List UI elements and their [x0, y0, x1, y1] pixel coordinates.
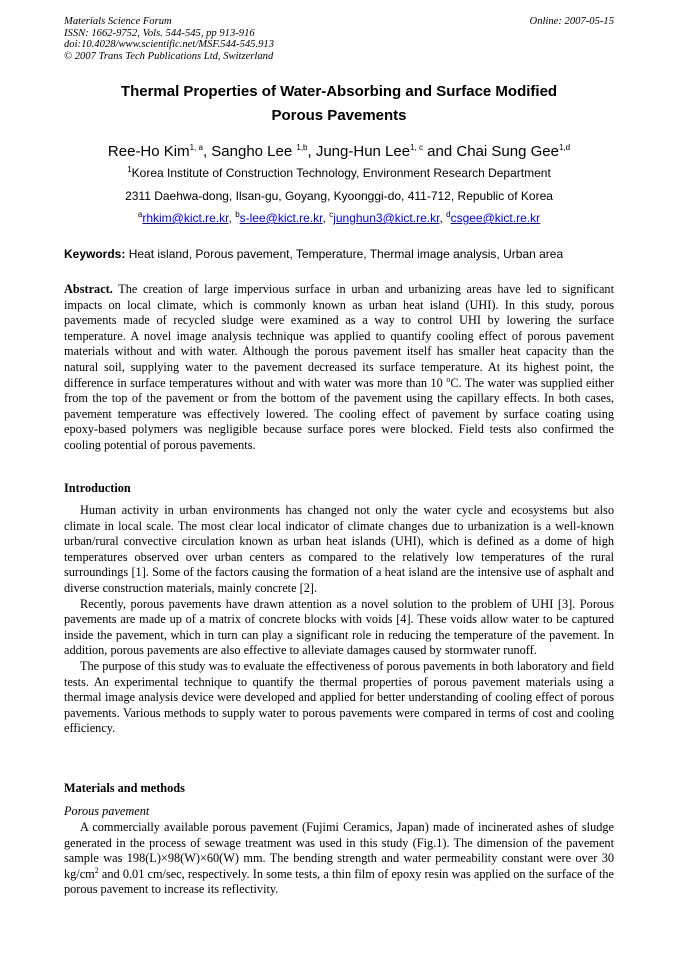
email-link[interactable]: csgee@kict.re.kr	[450, 211, 541, 225]
email-separator: ,	[322, 211, 330, 225]
doi-line: doi:10.4028/www.scientific.net/MSF.544-545.913	[64, 39, 274, 50]
author-separator: ,	[307, 143, 316, 160]
online-date: Online: 2007-05-15	[529, 16, 614, 27]
author-list	[40, 142, 638, 162]
author-name: Sangho Lee	[211, 143, 297, 160]
title-line-1: Thermal Properties of Water-Absorbing and Surface Modified	[120, 83, 558, 100]
email-link[interactable]: rhkim@kict.re.kr	[142, 211, 229, 225]
institute-name: Korea Institute of Construction Technology, Environment Research Department	[131, 166, 551, 180]
email-link[interactable]: junghun3@kict.re.kr	[333, 211, 440, 225]
author-affil-sup: 1, c	[410, 143, 423, 152]
author-name: Jung-Hun Lee	[315, 143, 411, 160]
copyright-line: © 2007 Trans Tech Publications Ltd, Switzerland	[64, 50, 274, 62]
journal-header	[64, 16, 274, 62]
email-sup: a	[137, 210, 143, 219]
affiliation-address: 2311 Daehwa-dong, Ilsan-gu, Goyang, Kyoonggi-do, 411-712, Republic of Korea	[125, 189, 553, 203]
abstract-paragraph	[64, 282, 614, 454]
email-sup: b	[235, 210, 240, 219]
issn-line: ISSN: 1662-9752, Vols. 544-545, pp 913-916	[64, 27, 255, 39]
section-heading-methods: Materials and methods	[64, 781, 185, 795]
abstract-label: Abstract.	[64, 282, 113, 296]
affiliation-institute	[40, 165, 638, 181]
email-list	[40, 210, 638, 226]
intro-paragraph-1: Human activity in urban environments has changed not only the water cycle and ecosystems but also climate in local scale. The most clear local indicator of climate changes due to urbanization is a well-known urban/rural convective circulation known as urban heat islands (UHI), which is defined as a dome of high temperatures observed over urban centers as compared to the relatively low temperatures of the rural surroundings [1]. Some of the factors causing the formation of a heat island are the intensive use of asphalt and diverse construction materials, mainly concrete [2].	[64, 503, 614, 595]
abstract-text: C. The water was supplied either from the top of the pavement or from the bottom of the pavement using the capillary effects. In both cases, pavement temperature was effectively lowered. The cooling effect of pavement by surface coating using epoxy-based polymers was negligible because surface pores were blocked. Field tests also confirmed the cooling potential of porous pavements.	[64, 375, 615, 452]
email-sup: d	[446, 210, 451, 219]
keywords	[64, 246, 624, 262]
author-affil-sup: 1,b	[296, 143, 308, 152]
author-name: Ree-Ho Kim	[107, 143, 190, 160]
email-link[interactable]: s-lee@kict.re.kr	[239, 211, 323, 225]
keywords-label: Keywords:	[64, 247, 126, 261]
intro-paragraph-3: The purpose of this study was to evaluate the effectiveness of porous pavements in both laboratory and field tests. An experimental technique to quantify the thermal properties of porous pavement materials using a thermal image analysis device were developed and applied for better understanding of cooling effect of porous pavements. Various methods to supply water to porous pavements were compared in terms of cost and cooling efficiency.	[64, 658, 614, 736]
author-affil-sup: 1,d	[558, 143, 571, 152]
journal-name: Materials Science Forum	[64, 16, 172, 27]
keywords-text: Heat island, Porous pavement, Temperature, Thermal image analysis, Urban area	[125, 247, 564, 261]
methods-text: A commercially available porous pavement (Fujimi Ceramics, Japan) made of incinerated ashes of sludge generated in the process of sewage treatment was used in this study (Fig.1). The dimension of the pavement sample was 198(L)×98(W)×60(W) mm. The bending strength and water permeability constant were over 30 kg/cm	[64, 820, 614, 881]
degree-sup: o	[446, 374, 451, 384]
author-affil-sup: 1, a	[189, 143, 203, 152]
email-separator: ,	[439, 211, 447, 225]
affiliation-sup: 1	[127, 165, 132, 174]
author-name: Chai Sung Gee	[456, 143, 559, 160]
paper-title	[40, 80, 638, 128]
abstract-text: The creation of large impervious surface in urban and urbanizing areas have led to significant impacts on local climate, which is commonly known as urban heat island (UHI). In this study, porous pavements made of recycled sludge were examined as a way to control UHI by lowering the surface temperature. A novel image analysis technique was applied to quantify cooling effect of porous pavement materials without and with water. Although the porous pavement itself has smaller heat capacity than the natural soil, supplying water to the pavement decreased its surface temperature. At its highest point, the difference in surface temperatures without and with water was more than 10	[64, 282, 614, 390]
methods-text: and 0.01 cm/sec, respectively. In some tests, a thin film of epoxy resin was applied on the surface of the porous pavement to increase its reflectivity.	[64, 866, 614, 897]
email-separator: ,	[228, 211, 236, 225]
author-separator: and	[422, 143, 457, 160]
subsection-heading-porous-pavement: Porous pavement	[64, 804, 150, 818]
author-separator: ,	[202, 143, 212, 160]
abstract	[64, 282, 614, 454]
intro-paragraph-2: Recently, porous pavements have drawn attention as a novel solution to the problem of UHI [3]. Porous pavements are made up of a matrix of concrete blocks with voids [4]. These voids allow water to be captured inside the pavement, which in turn can play a significant role in reducing the temperature of the pavement. In addition, porous pavements are also effective to alleviate damages caused by stormwater runoff.	[64, 596, 614, 658]
methods-body	[64, 820, 614, 898]
email-sup: c	[329, 210, 334, 219]
section-heading-introduction: Introduction	[64, 481, 131, 495]
title-line-2: Porous Pavements	[271, 107, 407, 124]
methods-paragraph-1	[64, 820, 614, 898]
introduction-body	[64, 503, 614, 737]
unit-sup: 2	[94, 865, 99, 875]
